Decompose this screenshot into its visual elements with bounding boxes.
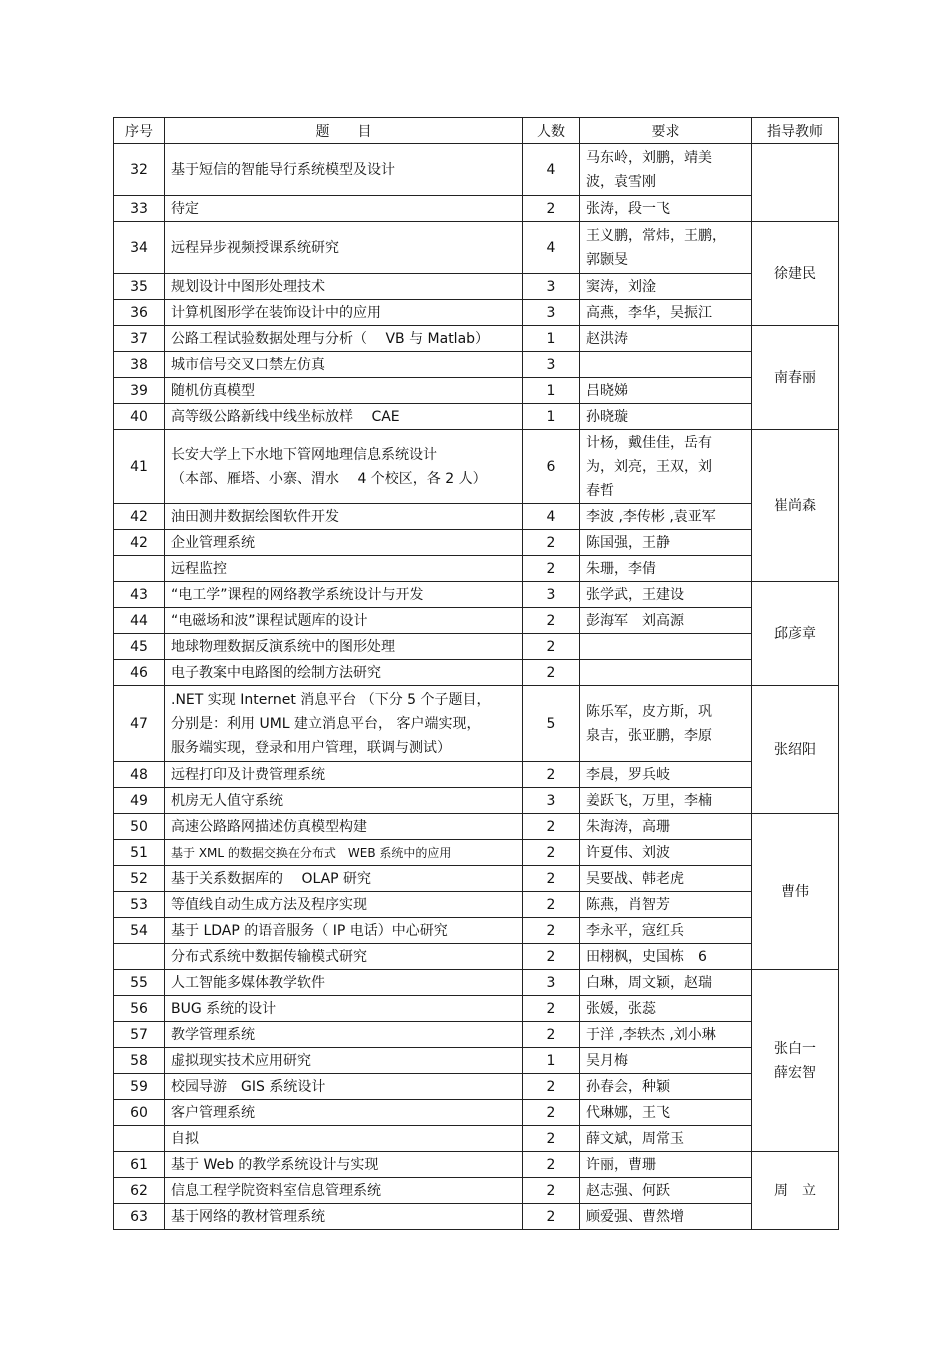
topic-title: 随机仿真模型	[165, 378, 523, 404]
student-names: 李永平，寇红兵	[580, 918, 752, 944]
topic-title: 信息工程学院资料室信息管理系统	[165, 1178, 523, 1204]
row-number: 53	[114, 892, 165, 918]
topic-title: 远程监控	[165, 556, 523, 582]
table-row	[114, 944, 839, 970]
topic-title: .NET 实现 Internet 消息平台 （下分 5 个子题目， 分别是：利用 UML 建立消息平台， 客户端实现， 服务端实现，登录和用户管理，联调与测试）	[165, 686, 523, 762]
topic-title: 人工智能多媒体教学软件	[165, 970, 523, 996]
row-number: 59	[114, 1074, 165, 1100]
table-row	[114, 1178, 839, 1204]
people-count: 2	[523, 1152, 580, 1178]
table-row	[114, 300, 839, 326]
row-number: 61	[114, 1152, 165, 1178]
people-count: 2	[523, 840, 580, 866]
advisor-name	[752, 144, 839, 222]
student-names: 吴月梅	[580, 1048, 752, 1074]
topic-title: 待定	[165, 196, 523, 222]
table-row	[114, 504, 839, 530]
topic-title: 客户管理系统	[165, 1100, 523, 1126]
student-names: 窦涛，刘淦	[580, 274, 752, 300]
people-count: 1	[523, 326, 580, 352]
row-number: 35	[114, 274, 165, 300]
row-number: 55	[114, 970, 165, 996]
topic-title: 公路工程试验数据处理与分析（ VB 与 Matlab）	[165, 326, 523, 352]
topic-title: “电磁场和波”课程试题库的设计	[165, 608, 523, 634]
table-row	[114, 892, 839, 918]
table-row	[114, 1126, 839, 1152]
table-row	[114, 1100, 839, 1126]
row-number: 43	[114, 582, 165, 608]
people-count: 2	[523, 892, 580, 918]
student-names: 计杨，戴佳佳，岳有 为，刘亮，王双，刘 春哲	[580, 430, 752, 504]
header-people: 人数	[523, 118, 580, 144]
table-row	[114, 430, 839, 504]
topic-title: 机房无人值守系统	[165, 788, 523, 814]
student-names: 田栩枫，史国栋 6	[580, 944, 752, 970]
table-row	[114, 326, 839, 352]
people-count: 2	[523, 1100, 580, 1126]
topic-title: 基于关系数据库的 OLAP 研究	[165, 866, 523, 892]
row-number: 47	[114, 686, 165, 762]
row-number: 50	[114, 814, 165, 840]
row-number: 36	[114, 300, 165, 326]
student-names: 李波 ,李传彬 ,袁亚军	[580, 504, 752, 530]
topic-title: 高速公路路网描述仿真模型构建	[165, 814, 523, 840]
people-count: 3	[523, 300, 580, 326]
row-number	[114, 1126, 165, 1152]
topic-title: 电子教案中电路图的绘制方法研究	[165, 660, 523, 686]
people-count: 2	[523, 1126, 580, 1152]
student-names: 张媛，张蕊	[580, 996, 752, 1022]
topic-title: 虚拟现实技术应用研究	[165, 1048, 523, 1074]
topic-title: 远程打印及计费管理系统	[165, 762, 523, 788]
topic-title: “电工学”课程的网络教学系统设计与开发	[165, 582, 523, 608]
table-row	[114, 144, 839, 196]
row-number: 57	[114, 1022, 165, 1048]
topic-title: BUG 系统的设计	[165, 996, 523, 1022]
table-row	[114, 378, 839, 404]
people-count: 2	[523, 1178, 580, 1204]
people-count: 2	[523, 1204, 580, 1230]
topic-title: 自拟	[165, 1126, 523, 1152]
topic-title: 计算机图形学在装饰设计中的应用	[165, 300, 523, 326]
row-number: 52	[114, 866, 165, 892]
topic-title: 分布式系统中数据传输模式研究	[165, 944, 523, 970]
people-count: 2	[523, 660, 580, 686]
topic-title: 油田测井数据绘图软件开发	[165, 504, 523, 530]
people-count: 2	[523, 944, 580, 970]
student-names	[580, 352, 752, 378]
row-number: 63	[114, 1204, 165, 1230]
student-names: 朱海涛，高珊	[580, 814, 752, 840]
advisor-name: 曹伟	[752, 814, 839, 970]
topic-table	[113, 117, 839, 1230]
people-count: 2	[523, 556, 580, 582]
advisor-name: 南春丽	[752, 326, 839, 430]
people-count: 4	[523, 504, 580, 530]
student-names: 陈燕，肖智芳	[580, 892, 752, 918]
table-body	[114, 144, 839, 1230]
people-count: 2	[523, 634, 580, 660]
header-no: 序号	[114, 118, 165, 144]
table-row	[114, 352, 839, 378]
people-count: 2	[523, 196, 580, 222]
people-count: 1	[523, 1048, 580, 1074]
row-number: 48	[114, 762, 165, 788]
people-count: 3	[523, 352, 580, 378]
table-row	[114, 222, 839, 274]
row-number: 51	[114, 840, 165, 866]
advisor-name: 周 立	[752, 1152, 839, 1230]
student-names: 陈乐军，皮方斯，巩 泉吉，张亚鹏，李原	[580, 686, 752, 762]
student-names	[580, 634, 752, 660]
topic-title: 校园导游 GIS 系统设计	[165, 1074, 523, 1100]
row-number	[114, 556, 165, 582]
people-count: 3	[523, 274, 580, 300]
people-count: 2	[523, 1074, 580, 1100]
table-row	[114, 1048, 839, 1074]
row-number: 54	[114, 918, 165, 944]
table-row	[114, 556, 839, 582]
student-names: 赵洪涛	[580, 326, 752, 352]
table-row	[114, 1074, 839, 1100]
topic-title: 企业管理系统	[165, 530, 523, 556]
advisor-name: 崔尚森	[752, 430, 839, 582]
people-count: 3	[523, 970, 580, 996]
advisor-name: 徐建民	[752, 222, 839, 326]
table-row	[114, 530, 839, 556]
row-number: 45	[114, 634, 165, 660]
student-names: 姜跃飞，万里，李楠	[580, 788, 752, 814]
topic-title: 基于 LDAP 的语音服务（ IP 电话）中心研究	[165, 918, 523, 944]
people-count: 1	[523, 378, 580, 404]
header-teacher: 指导教师	[752, 118, 839, 144]
row-number: 60	[114, 1100, 165, 1126]
student-names: 高燕，李华，吴振江	[580, 300, 752, 326]
table-row	[114, 918, 839, 944]
table-row	[114, 1022, 839, 1048]
student-names: 李晨，罗兵岐	[580, 762, 752, 788]
student-names: 马东岭，刘鹏，靖美 波，袁雪刚	[580, 144, 752, 196]
student-names: 许夏伟、刘波	[580, 840, 752, 866]
row-number: 41	[114, 430, 165, 504]
table-row	[114, 660, 839, 686]
student-names: 顾爱强、曹然增	[580, 1204, 752, 1230]
table-row	[114, 788, 839, 814]
row-number: 34	[114, 222, 165, 274]
topic-title: 远程异步视频授课系统研究	[165, 222, 523, 274]
student-names: 张学武，王建设	[580, 582, 752, 608]
row-number: 44	[114, 608, 165, 634]
student-names: 朱珊，李倩	[580, 556, 752, 582]
row-number: 56	[114, 996, 165, 1022]
table-row	[114, 608, 839, 634]
topic-title: 基于短信的智能导行系统模型及设计	[165, 144, 523, 196]
topic-title: 规划设计中图形处理技术	[165, 274, 523, 300]
advisor-name: 邱彦章	[752, 582, 839, 686]
table-row	[114, 1204, 839, 1230]
table-row	[114, 274, 839, 300]
row-number: 40	[114, 404, 165, 430]
row-number: 38	[114, 352, 165, 378]
row-number: 33	[114, 196, 165, 222]
table-header-row	[114, 118, 839, 144]
row-number: 32	[114, 144, 165, 196]
student-names: 陈国强，王静	[580, 530, 752, 556]
advisor-name: 张白一 薛宏智	[752, 970, 839, 1152]
student-names: 代琳娜，王飞	[580, 1100, 752, 1126]
student-names: 孙春会，种颖	[580, 1074, 752, 1100]
row-number: 46	[114, 660, 165, 686]
table-row	[114, 762, 839, 788]
table-row	[114, 686, 839, 762]
table-row	[114, 866, 839, 892]
student-names: 王义鹏，常炜，王鹏， 郭颢旻	[580, 222, 752, 274]
people-count: 4	[523, 144, 580, 196]
people-count: 2	[523, 530, 580, 556]
people-count: 3	[523, 582, 580, 608]
table-row	[114, 1152, 839, 1178]
table-row	[114, 404, 839, 430]
table-row	[114, 634, 839, 660]
topic-title: 基于 Web 的教学系统设计与实现	[165, 1152, 523, 1178]
row-number	[114, 944, 165, 970]
student-names	[580, 660, 752, 686]
table-row	[114, 196, 839, 222]
topic-title: 地球物理数据反演系统中的图形处理	[165, 634, 523, 660]
people-count: 2	[523, 918, 580, 944]
row-number: 37	[114, 326, 165, 352]
topic-title: 教学管理系统	[165, 1022, 523, 1048]
people-count: 2	[523, 608, 580, 634]
row-number: 49	[114, 788, 165, 814]
table-row	[114, 582, 839, 608]
table-row	[114, 840, 839, 866]
row-number: 42	[114, 504, 165, 530]
table-row	[114, 996, 839, 1022]
topic-title: 等值线自动生成方法及程序实现	[165, 892, 523, 918]
header-requirement: 要求	[580, 118, 752, 144]
topic-title: 城市信号交叉口禁左仿真	[165, 352, 523, 378]
people-count: 4	[523, 222, 580, 274]
people-count: 1	[523, 404, 580, 430]
people-count: 3	[523, 788, 580, 814]
student-names: 孙晓璇	[580, 404, 752, 430]
people-count: 2	[523, 814, 580, 840]
student-names: 许丽，曹珊	[580, 1152, 752, 1178]
student-names: 薛文斌，周常玉	[580, 1126, 752, 1152]
people-count: 5	[523, 686, 580, 762]
student-names: 赵志强、何跃	[580, 1178, 752, 1204]
student-names: 吕晓娣	[580, 378, 752, 404]
people-count: 2	[523, 866, 580, 892]
people-count: 6	[523, 430, 580, 504]
student-names: 于洋 ,李轶杰 ,刘小琳	[580, 1022, 752, 1048]
row-number: 62	[114, 1178, 165, 1204]
row-number: 58	[114, 1048, 165, 1074]
row-number: 42	[114, 530, 165, 556]
topic-title: 基于 XML 的数据交换在分布式 WEB 系统中的应用	[165, 840, 523, 866]
advisor-name: 张绍阳	[752, 686, 839, 814]
people-count: 2	[523, 762, 580, 788]
people-count: 2	[523, 1022, 580, 1048]
table-row	[114, 970, 839, 996]
row-number: 39	[114, 378, 165, 404]
people-count: 2	[523, 996, 580, 1022]
topic-title: 基于网络的教材管理系统	[165, 1204, 523, 1230]
student-names: 吴要战、韩老虎	[580, 866, 752, 892]
header-title: 题 目	[165, 118, 523, 144]
topic-title: 高等级公路新线中线坐标放样 CAE	[165, 404, 523, 430]
table-row	[114, 814, 839, 840]
student-names: 张涛，段一飞	[580, 196, 752, 222]
student-names: 白琳，周文颖，赵瑞	[580, 970, 752, 996]
student-names: 彭海军 刘高源	[580, 608, 752, 634]
topic-title: 长安大学上下水地下管网地理信息系统设计 （本部、雁塔、小寨、渭水 4 个校区，各 2 人）	[165, 430, 523, 504]
